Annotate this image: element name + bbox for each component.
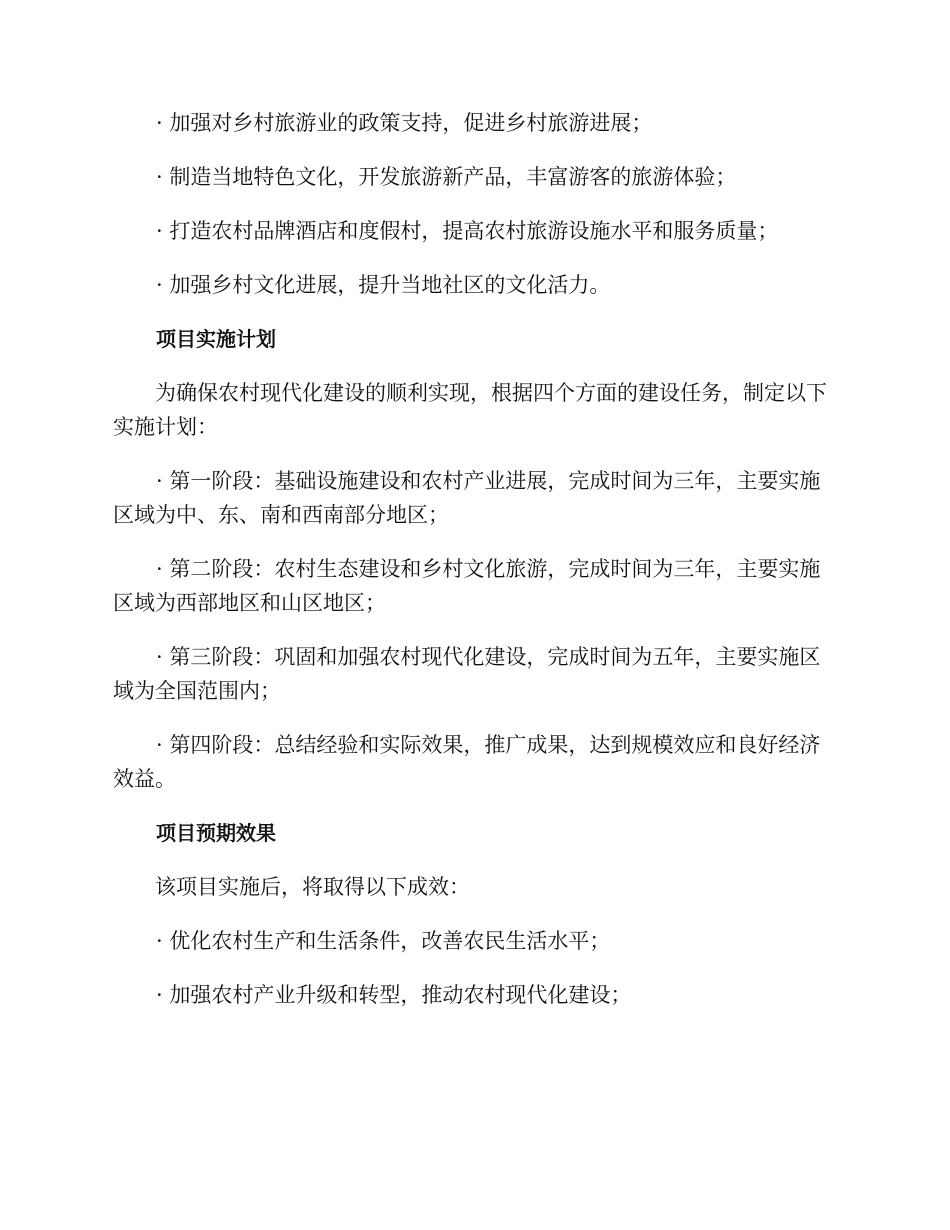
implementation-heading: 项目实施计划 [156,327,276,351]
expected-bullet-1: · 优化农村生产和生活条件，改善农民生活水平； [156,929,611,953]
implementation-intro: 为确保农村现代化建设的顺利实现，根据四个方面的建设任务，制定以下实施计划： [113,381,827,439]
expected-bullet-2: · 加强农村产业升级和转型，推动农村现代化建设； [156,983,632,1007]
phase-4: · 第四阶段：总结经验和实际效果，推广成果，达到规模效应和良好经济效益。 [113,733,821,791]
expected-intro: 该项目实施后，将取得以下成效： [155,875,470,899]
phase-2: · 第二阶段：农村生态建设和乡村文化旅游，完成时间为三年，主要实施区域为西部地区和山区地区； [113,557,821,615]
phase-3: · 第三阶段：巩固和加强农村现代化建设，完成时间为五年，主要实施区域为全国范围内； [113,645,821,703]
tourism-bullet-2: · 制造当地特色文化，开发旅游新产品，丰富游客的旅游体验； [156,165,737,189]
tourism-bullet-4: · 加强乡村文化进展，提升当地社区的文化活力。 [156,273,611,297]
phase-1: · 第一阶段：基础设施建设和农村产业进展，完成时间为三年，主要实施区域为中、东、南和西南部分地区； [113,469,821,527]
tourism-bullet-3: · 打造农村品牌酒店和度假村，提高农村旅游设施水平和服务质量； [156,219,779,243]
tourism-bullet-1: · 加强对乡村旅游业的政策支持，促进乡村旅游进展； [156,111,653,135]
expected-heading: 项目预期效果 [156,821,276,845]
